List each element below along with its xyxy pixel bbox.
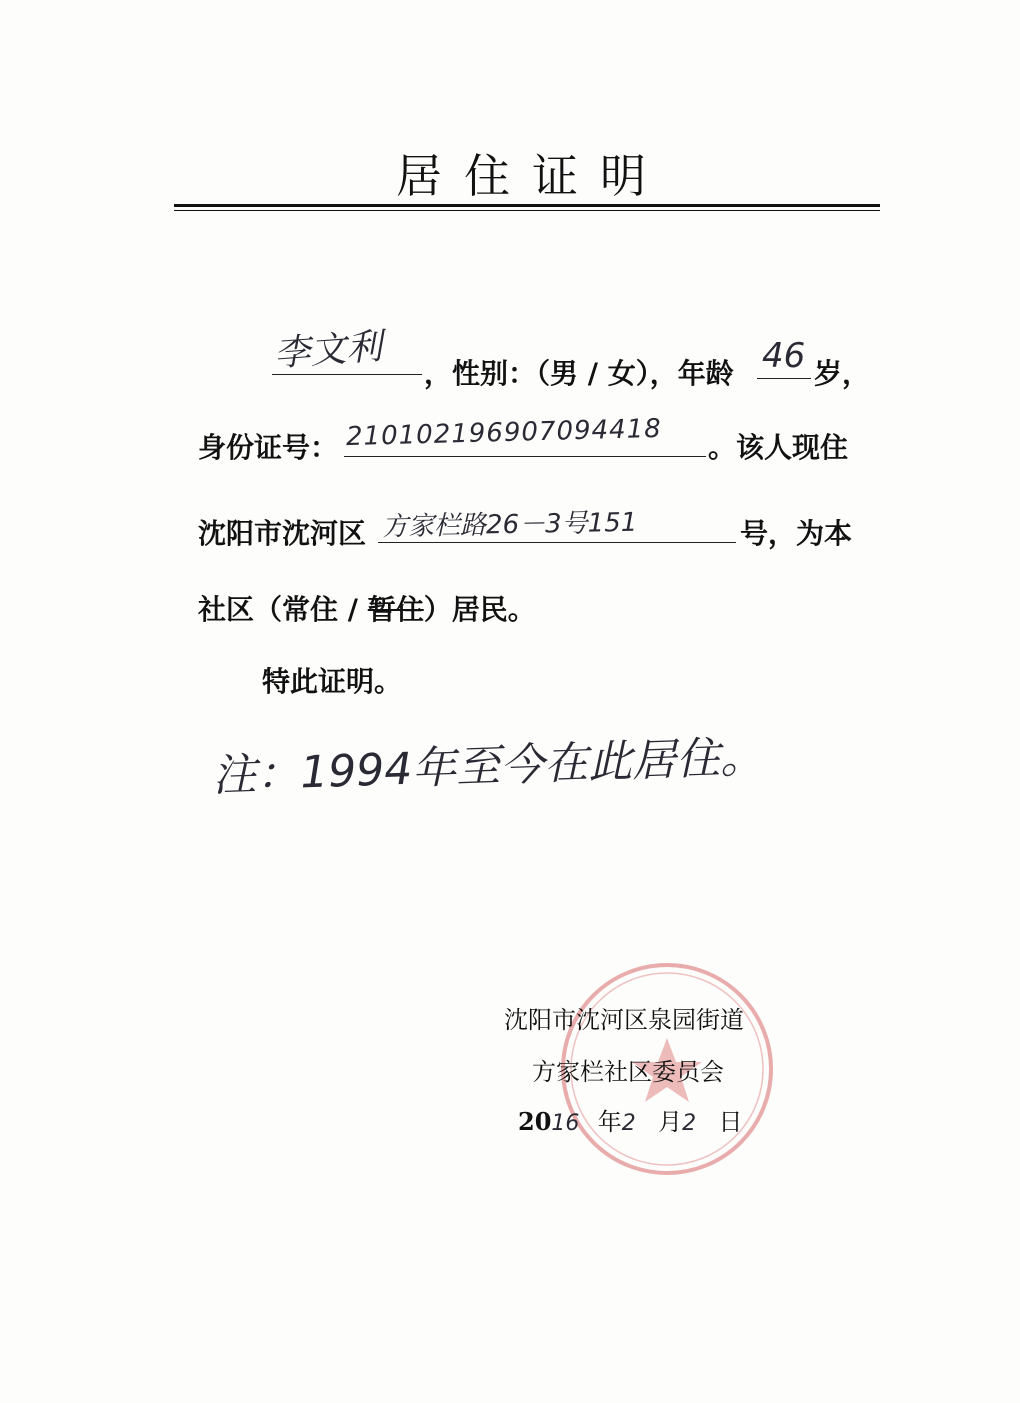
address-handwritten: 方家栏路26－3号151 — [381, 507, 638, 543]
gender-label: ，性别：（男 / 女），年龄 — [424, 357, 734, 390]
issuer-line-2: 方家栏社区委员会 — [532, 1058, 724, 1086]
residency-text-b: ）居民。 — [423, 593, 536, 626]
handwritten-note: 注：1994年至今在此居住。 — [211, 731, 765, 802]
residency-struck-option: 暂住 — [367, 593, 424, 626]
age-handwritten: 46 — [762, 336, 806, 376]
closing-text: 特此证明。 — [262, 665, 403, 698]
issuer-line-1: 沈阳市沈河区泉园街道 — [504, 1006, 744, 1034]
date-day-handwritten: 2 — [682, 1111, 697, 1136]
id-handwritten: 210102196907094418 — [345, 413, 663, 453]
issue-date — [518, 1102, 742, 1137]
address-prefix: 沈阳市沈河区 — [198, 517, 367, 550]
residency-line — [198, 588, 536, 628]
title-rule-thick — [174, 204, 880, 207]
name-handwritten: 李文利 — [272, 326, 384, 375]
address-suffix: 号，为本 — [740, 517, 853, 550]
age-suffix: 岁， — [814, 357, 871, 390]
date-month-handwritten: 2 — [621, 1111, 636, 1136]
document-title: 居住证明 — [396, 149, 668, 203]
date-month-suffix: 月 — [658, 1108, 683, 1136]
id-label: 身份证号： — [198, 431, 339, 464]
title-rule-thin — [174, 210, 880, 211]
id-suffix: 。该人现住 — [708, 431, 849, 464]
date-day-suffix: 日 — [718, 1108, 743, 1136]
date-year-handwritten: 16 — [551, 1111, 580, 1136]
residency-text-a: 社区（常住 / — [198, 593, 368, 626]
date-year-prefix: 20 — [518, 1107, 552, 1136]
date-year-suffix: 年 — [597, 1108, 622, 1136]
